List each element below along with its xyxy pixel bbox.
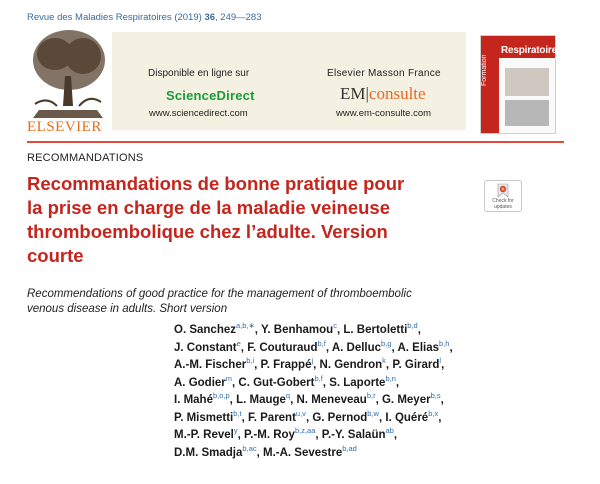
author-name[interactable] <box>247 338 326 354</box>
journal-pages: 249—283 <box>220 12 262 23</box>
author-name-text: O. Sanchez <box>174 324 236 336</box>
author-separator: , <box>441 359 445 371</box>
author-affiliation-ref[interactable]: y <box>233 426 238 436</box>
author-name[interactable] <box>261 321 337 336</box>
author-name[interactable] <box>397 338 450 354</box>
author-affiliation-ref[interactable]: k <box>382 356 386 366</box>
author-name[interactable] <box>319 356 386 371</box>
sciencedirect-link[interactable]: www.sciencedirect.com <box>149 108 248 119</box>
author-affiliation-ref[interactable]: b,s <box>430 391 441 401</box>
author-separator: , <box>229 394 233 406</box>
author-affiliation-ref[interactable]: a,b,∗ <box>236 321 255 331</box>
author-affiliation-ref[interactable]: b,x <box>428 408 439 418</box>
author-name[interactable] <box>174 338 241 354</box>
subtitle-line: venous disease in adults. Short version <box>27 303 228 315</box>
author-name-text: P. Girard <box>392 359 440 371</box>
author-affiliation-ref[interactable]: b,t <box>233 408 242 418</box>
author-name-text: C. Gut-Gobert <box>238 376 315 389</box>
author-affiliation-ref[interactable]: b,h <box>439 338 450 348</box>
author-line <box>174 340 584 358</box>
author-name-text: N. Gendron <box>319 359 383 371</box>
masson-publisher-name: Elsevier Masson France <box>327 68 441 79</box>
author-affiliation-ref[interactable]: b,w <box>367 408 379 418</box>
author-separator: , <box>237 429 241 441</box>
title-line: la prise en charge de la maladie veineuse <box>27 197 390 218</box>
journal-year: (2019) <box>174 12 202 23</box>
author-name-text: D.M. Smadja <box>174 446 243 459</box>
author-separator: , <box>395 376 400 389</box>
check-updates-line: Check for <box>492 198 514 204</box>
author-name-text: M.-P. Revel <box>174 429 234 441</box>
elsevier-tree-logo <box>27 26 109 124</box>
author-name-text: I. Mahé <box>174 394 213 406</box>
author-name-text: I. Quéré <box>385 411 429 424</box>
author-affiliation-ref[interactable]: b,o,p <box>212 391 230 401</box>
em-consulte-link[interactable]: www.em-consulte.com <box>336 108 432 119</box>
author-name-text: M.-A. Sevestre <box>262 446 343 459</box>
article-title <box>27 172 467 268</box>
author-line <box>174 410 584 428</box>
author-name-text: A. Elias <box>397 341 440 354</box>
author-separator: , <box>391 341 395 354</box>
author-line <box>174 357 584 375</box>
author-line <box>174 445 584 463</box>
author-name-text: L. Mauge <box>236 394 286 406</box>
author-name[interactable] <box>312 408 379 424</box>
author-name[interactable] <box>331 338 395 354</box>
journal-reference: Revue des Maladies Respiratoires (2019) 36, 249—283 <box>27 12 262 23</box>
check-for-updates-button[interactable] <box>484 180 522 212</box>
author-name[interactable] <box>174 426 238 441</box>
author-line <box>174 427 584 445</box>
title-line: Recommandations de bonne pratique pour <box>27 173 405 194</box>
author-separator: , <box>378 411 383 424</box>
journal-volume: 36 <box>204 12 216 23</box>
elsevier-logo-text: ELSEVIER <box>27 119 102 135</box>
author-affiliation-ref[interactable]: b,i <box>246 356 255 366</box>
check-updates-label <box>485 199 521 210</box>
author-separator: , <box>241 411 245 424</box>
author-name-text: J. Constant <box>174 341 237 354</box>
author-separator: , <box>385 359 390 371</box>
author-separator: , <box>254 359 258 371</box>
author-name-text: S. Laporte <box>329 376 386 389</box>
author-list <box>174 322 584 462</box>
author-name[interactable] <box>174 408 242 424</box>
author-affiliation-ref[interactable]: b,f <box>314 373 323 383</box>
author-separator: , <box>232 376 236 389</box>
author-affiliation-ref[interactable]: b,d <box>407 321 418 331</box>
author-name-text: G. Meyer <box>381 394 431 406</box>
author-name[interactable] <box>174 356 255 371</box>
author-separator: , <box>305 411 310 424</box>
author-name-text: F. Parent <box>247 411 296 424</box>
author-name[interactable] <box>174 373 233 389</box>
journal-name: Revue des Maladies Respiratoires <box>27 12 172 23</box>
article-english-title <box>27 287 557 317</box>
author-name-text: G. Pernod <box>312 411 368 424</box>
author-separator: , <box>393 429 398 441</box>
check-updates-line: updates <box>494 203 512 210</box>
online-availability-banner <box>112 32 466 130</box>
author-name-text: P. Mismetti <box>174 411 234 424</box>
author-name[interactable] <box>385 408 439 424</box>
header-divider <box>27 141 564 143</box>
author-affiliation-ref[interactable]: b,ac <box>242 443 257 453</box>
author-name-text: F. Couturaud <box>247 341 318 354</box>
author-name[interactable] <box>247 408 306 424</box>
author-name-text: Y. Benhamou <box>261 324 334 336</box>
em-logo-pipe: | <box>365 84 369 103</box>
author-name-text: A.-M. Fischer <box>174 359 247 371</box>
author-separator: , <box>440 394 444 406</box>
em-logo-em: EM <box>340 84 366 103</box>
author-name-text: A. Godier <box>174 376 226 389</box>
author-affiliation-ref[interactable]: b,r <box>366 391 376 401</box>
author-name[interactable] <box>381 391 441 406</box>
author-separator: , <box>438 411 442 424</box>
article-section-label: RECOMMANDATIONS <box>27 152 144 164</box>
title-line: thromboembolique chez l’adulte. Version <box>27 221 388 242</box>
author-separator: , <box>240 341 244 354</box>
check-updates-icon <box>496 183 510 198</box>
author-separator: , <box>256 446 260 459</box>
em-consulte-logo[interactable] <box>340 84 426 104</box>
author-line <box>174 322 584 340</box>
author-name[interactable] <box>244 426 316 441</box>
author-affiliation-ref[interactable]: j <box>311 356 314 366</box>
author-name[interactable] <box>174 321 255 336</box>
cover-title: Respiratoires <box>501 45 563 56</box>
author-affiliation-ref[interactable]: c <box>333 321 337 331</box>
author-separator: , <box>290 394 294 406</box>
author-name-text: N. Meneveau <box>296 394 367 406</box>
author-separator: , <box>254 324 258 336</box>
author-affiliation-ref[interactable]: b,g <box>381 338 392 348</box>
author-affiliation-ref[interactable]: b,n <box>385 373 396 383</box>
author-separator: , <box>375 394 379 406</box>
author-separator: , <box>313 359 317 371</box>
author-name-text: P.-Y. Salaün <box>321 429 386 441</box>
cover-image <box>505 100 549 126</box>
author-affiliation-ref[interactable]: b,ad <box>342 443 357 453</box>
author-name-text: P. Frappé <box>260 359 312 371</box>
author-name[interactable] <box>174 443 257 459</box>
author-name[interactable] <box>296 391 376 406</box>
author-name-text: A. Delluc <box>331 341 382 354</box>
sciencedirect-logo[interactable]: ScienceDirect <box>166 88 255 103</box>
author-name[interactable] <box>236 391 291 406</box>
author-name[interactable] <box>260 356 317 371</box>
author-name[interactable] <box>392 356 442 371</box>
author-line <box>174 375 584 393</box>
author-affiliation-ref[interactable]: b,z,aa <box>294 426 316 436</box>
author-name[interactable] <box>321 426 394 441</box>
author-name[interactable] <box>343 321 418 336</box>
available-online-label: Disponible en ligne sur <box>148 68 250 79</box>
author-name[interactable] <box>238 373 323 389</box>
author-affiliation-ref[interactable]: ab <box>385 426 394 436</box>
author-name-text: P.-M. Roy <box>244 429 295 441</box>
em-logo-consulte: consulte <box>368 84 426 103</box>
author-affiliation-ref[interactable]: l <box>439 356 442 366</box>
author-separator: , <box>315 429 319 441</box>
author-name[interactable] <box>174 391 230 406</box>
title-line: courte <box>27 245 84 266</box>
author-separator: , <box>322 376 326 389</box>
author-separator: , <box>325 341 330 354</box>
journal-cover-thumbnail[interactable] <box>480 35 563 134</box>
author-name[interactable] <box>329 373 396 389</box>
author-name-text: L. Bertoletti <box>343 324 408 336</box>
author-separator: , <box>449 341 453 354</box>
cover-image <box>505 68 549 96</box>
author-affiliation-ref[interactable]: e <box>236 338 241 348</box>
author-affiliation-ref[interactable]: b,f <box>317 338 326 348</box>
author-separator: , <box>336 324 341 336</box>
author-separator: , <box>417 324 421 336</box>
author-line <box>174 392 584 410</box>
author-name[interactable] <box>262 443 357 459</box>
author-affiliation-ref[interactable]: q <box>285 391 291 401</box>
author-affiliation-ref[interactable]: u,v <box>295 408 306 418</box>
author-affiliation-ref[interactable]: m <box>225 373 233 383</box>
cover-band-label: Formation <box>481 54 488 86</box>
subtitle-line: Recommendations of good practice for the management of thromboembolic <box>27 288 412 300</box>
